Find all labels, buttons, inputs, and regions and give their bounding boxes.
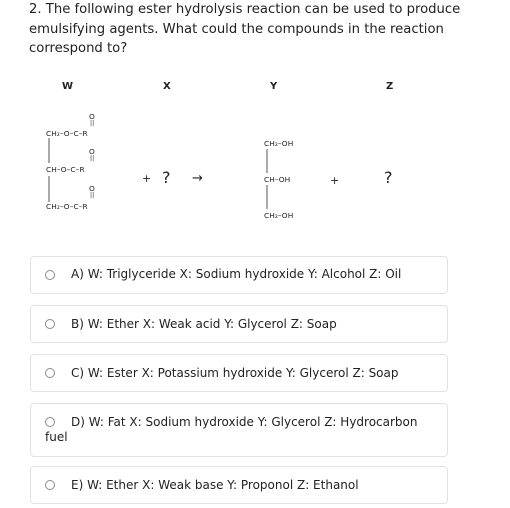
question-text: 2. The following ester hydrolysis reaction can be used to produce emulsifying agents. What could the compounds in the reaction correspond to? — [29, 2, 461, 56]
z-unknown: ? — [384, 168, 393, 187]
w-double-bond-1: || — [90, 120, 95, 127]
option-c[interactable] — [30, 354, 448, 392]
reaction-diagram — [0, 0, 510, 240]
w-line-1: CH₂–O–C–R — [46, 129, 88, 138]
option-d-label-continued: fuel — [45, 430, 68, 444]
label-y: Y — [270, 81, 278, 92]
radio-option-b[interactable] — [45, 319, 55, 329]
y-line-2: CH–OH — [264, 175, 291, 184]
option-c-label: C) W: Ester X: Potassium hydroxide Y: Glycerol Z: Soap — [71, 366, 399, 380]
option-b-label: B) W: Ether X: Weak acid Y: Glycerol Z: Soap — [71, 317, 337, 331]
plus-sign-2: + — [330, 174, 340, 187]
option-d[interactable] — [30, 403, 448, 457]
w-oxygen-2: O — [89, 147, 95, 156]
y-backbone-bond — [266, 149, 270, 211]
w-oxygen-1: O — [89, 112, 95, 121]
y-line-3: CH₂–OH — [264, 211, 294, 220]
option-e[interactable] — [30, 466, 448, 504]
option-d-label: D) W: Fat X: Sodium hydroxide Y: Glycerol Z: Hydrocarbon — [71, 415, 418, 429]
label-w: W — [62, 81, 74, 92]
w-line-3: CH₂–O–C–R — [46, 202, 88, 211]
radio-option-e[interactable] — [45, 480, 55, 490]
plus-sign-1: + — [142, 172, 152, 185]
option-a[interactable] — [30, 256, 448, 294]
reaction-arrow: → — [192, 171, 203, 186]
label-z: Z — [386, 81, 394, 92]
w-double-bond-2: || — [90, 155, 95, 162]
x-unknown: ? — [162, 168, 171, 187]
label-x: X — [163, 81, 171, 92]
option-b[interactable] — [30, 305, 448, 343]
option-a-label: A) W: Triglyceride X: Sodium hydroxide Y: Alcohol Z: Oil — [71, 267, 402, 281]
w-double-bond-3: || — [90, 192, 95, 199]
y-line-1: CH₂–OH — [264, 139, 294, 148]
w-line-2: CH–O–C–R — [46, 165, 85, 174]
option-e-label: E) W: Ether X: Weak base Y: Proponol Z: Ethanol — [71, 478, 359, 492]
radio-option-a[interactable] — [45, 270, 55, 280]
radio-option-c[interactable] — [45, 368, 55, 378]
radio-option-d[interactable] — [45, 417, 55, 427]
w-backbone-bond — [48, 138, 52, 204]
w-oxygen-3: O — [89, 184, 95, 193]
